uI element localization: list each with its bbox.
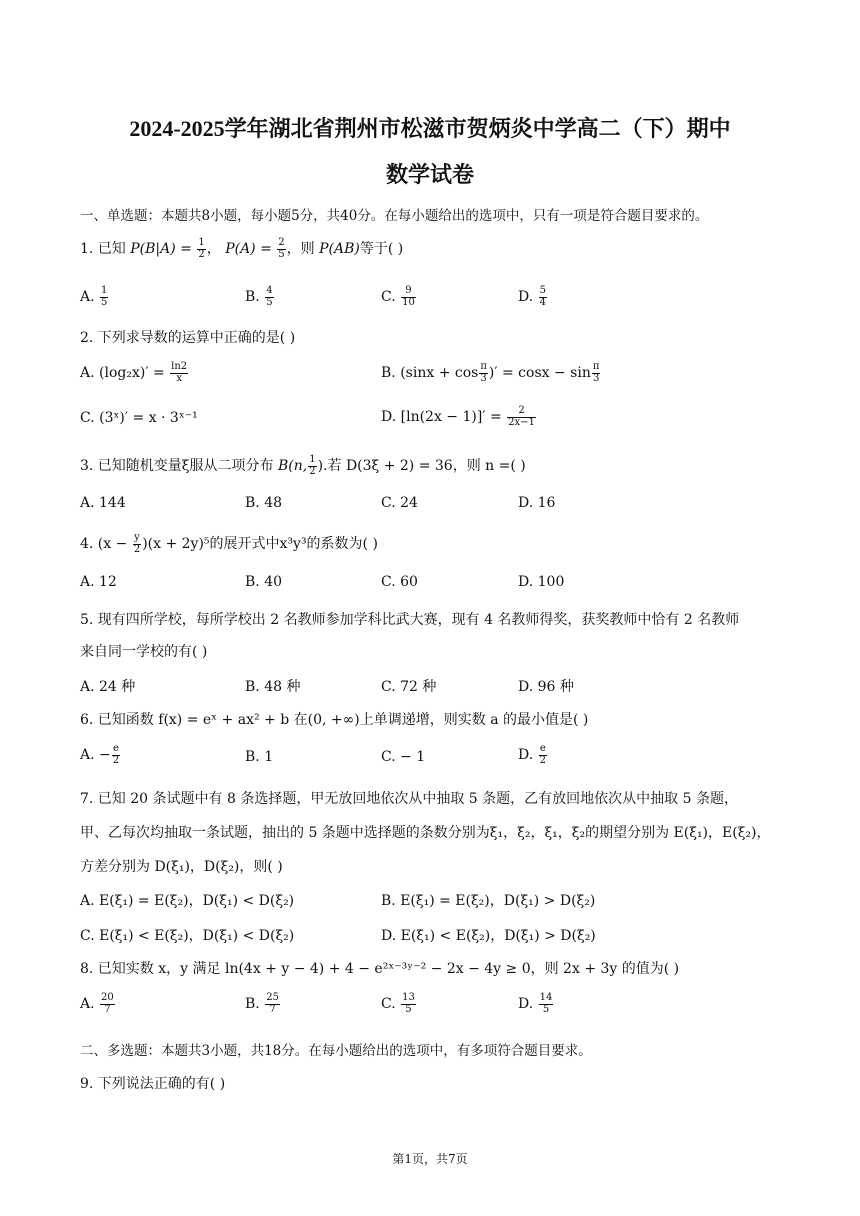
q7-option-b: B. E(ξ₁) = E(ξ₂)，D(ξ₁) > D(ξ₂) <box>381 893 596 909</box>
q5-option-a: A. 24 种 <box>80 679 136 695</box>
question-2: 2. 下列求导数的运算中正确的是( ) <box>80 330 296 346</box>
q4-option-c: C. 60 <box>381 574 418 590</box>
q7-option-a: A. E(ξ₁) = E(ξ₂)，D(ξ₁) < D(ξ₂) <box>80 893 295 909</box>
page-subtitle: 数学试卷 <box>385 162 474 187</box>
q6-option-a: A. − $\frac{e}{2}$ <box>80 743 120 766</box>
question-7-line-1: 7. 已知 20 条试题中有 8 条选择题，甲无放回地依次从中抽取 5 条题，乙有放回地依次从中抽取 5 条题， <box>80 791 738 807</box>
q5-option-b: B. 48 种 <box>245 679 301 695</box>
q8-option-c: C. $\frac{13}{5}$ <box>381 992 415 1015</box>
q8-option-b: B. $\frac{25}{7}$ <box>245 992 279 1015</box>
q2-option-a: A. (log₂x)′ = $\frac{\ln 2}{x}$ <box>80 361 188 384</box>
q2-option-d: D. [ln(2x − 1)]′ = $\frac{2}{2x-1}$ <box>381 405 535 428</box>
q1-option-a: A. $\frac{1}{5}$ <box>80 285 108 308</box>
q8-option-d: D. $\frac{14}{5}$ <box>518 992 553 1015</box>
question-5-line-2: 来自同一学校的有( ) <box>80 644 208 660</box>
question-6: 6. 已知函数 f(x) = eˣ + ax² + b 在(0, +∞)上单调递增，则实数 a 的最小值是( ) <box>80 712 589 728</box>
q7-option-c: C. E(ξ₁) < E(ξ₂)，D(ξ₁) < D(ξ₂) <box>80 928 295 944</box>
q8-option-a: A. $\frac{20}{7}$ <box>80 992 114 1015</box>
q2-option-c: C. (3ˣ)′ = x · 3ˣ⁻¹ <box>80 410 198 426</box>
question-7-line-2: 甲、乙每次均抽取一条试题，抽出的 5 条题中选择题的条数分别为ξ₁，ξ₂，ξ₁，ξ₂的期望分别为 E(ξ₁)，E(ξ₂)， <box>80 825 771 841</box>
q1-option-b: B. $\frac{4}{5}$ <box>245 285 273 308</box>
question-1: 1. 已知 P(B|A) = $\frac{1}{2}$ ， P(A) = $\frac{2}{5}$ ，则 P(AB)等于( ) <box>80 237 404 260</box>
q6-option-d: D. $\frac{e}{2}$ <box>518 743 547 766</box>
q5-option-d: D. 96 种 <box>518 679 574 695</box>
question-3: 3. 已知随机变量ξ服从二项分布 B(n, $\frac{1}{2}$ ).若 D(3ξ + 2) = 36，则 n =( ) <box>80 454 526 477</box>
page-footer: 第1页，共7页 <box>392 1152 468 1166</box>
page-title: 2024-2025学年湖北省荆州市松滋市贺炳炎中学高二（下）期中 <box>129 116 731 141</box>
q1-option-d: D. $\frac{5}{4}$ <box>518 285 547 308</box>
q4-option-d: D. 100 <box>518 574 565 590</box>
q1-option-c: C. $\frac{9}{10}$ <box>381 285 415 308</box>
q3-option-d: D. 16 <box>518 495 556 511</box>
q7-option-d: D. E(ξ₁) < E(ξ₂)，D(ξ₁) > D(ξ₂) <box>381 928 596 944</box>
section-heading-multi-choice: 二、多选题：本题共3小题，共18分。在每小题给出的选项中，有多项符合题目要求。 <box>80 1043 592 1059</box>
q5-option-c: C. 72 种 <box>381 679 437 695</box>
question-7-line-3: 方差分别为 D(ξ₁)，D(ξ₂)，则( ) <box>80 859 283 875</box>
q2-option-b: B. (sinx + cos $\frac{\pi}{3}$ )′ = cosx − sin $\frac{\pi}{3}$ <box>381 361 600 384</box>
q4-option-b: B. 40 <box>245 574 283 590</box>
q3-option-a: A. 144 <box>80 495 126 511</box>
q6-option-c: C. − 1 <box>381 749 426 765</box>
q6-option-b: B. 1 <box>245 749 274 765</box>
q3-option-b: B. 48 <box>245 495 283 511</box>
q3-option-c: C. 24 <box>381 495 418 511</box>
question-5-line-1: 5. 现有四所学校，每所学校出 2 名教师参加学科比武大赛，现有 4 名教师得奖，获奖教师中恰有 2 名教师 <box>80 612 740 628</box>
q4-option-a: A. 12 <box>80 574 117 590</box>
question-9: 9. 下列说法正确的有( ) <box>80 1076 226 1092</box>
section-heading-single-choice: 一、单选题：本题共8小题，每小题5分，共40分。在每小题给出的选项中，只有一项是符合题目要求的。 <box>80 208 709 224</box>
question-4: 4. (x − $\frac{y}{2}$ )(x + 2y)⁵的展开式中x³y³的系数为( ) <box>80 532 378 555</box>
question-8: 8. 已知实数 x，y 满足 ln(4x + y − 4) + 4 − e²ˣ⁻³ʸ⁻² − 2x − 4y ≥ 0，则 2x + 3y 的值为( ) <box>80 961 680 977</box>
